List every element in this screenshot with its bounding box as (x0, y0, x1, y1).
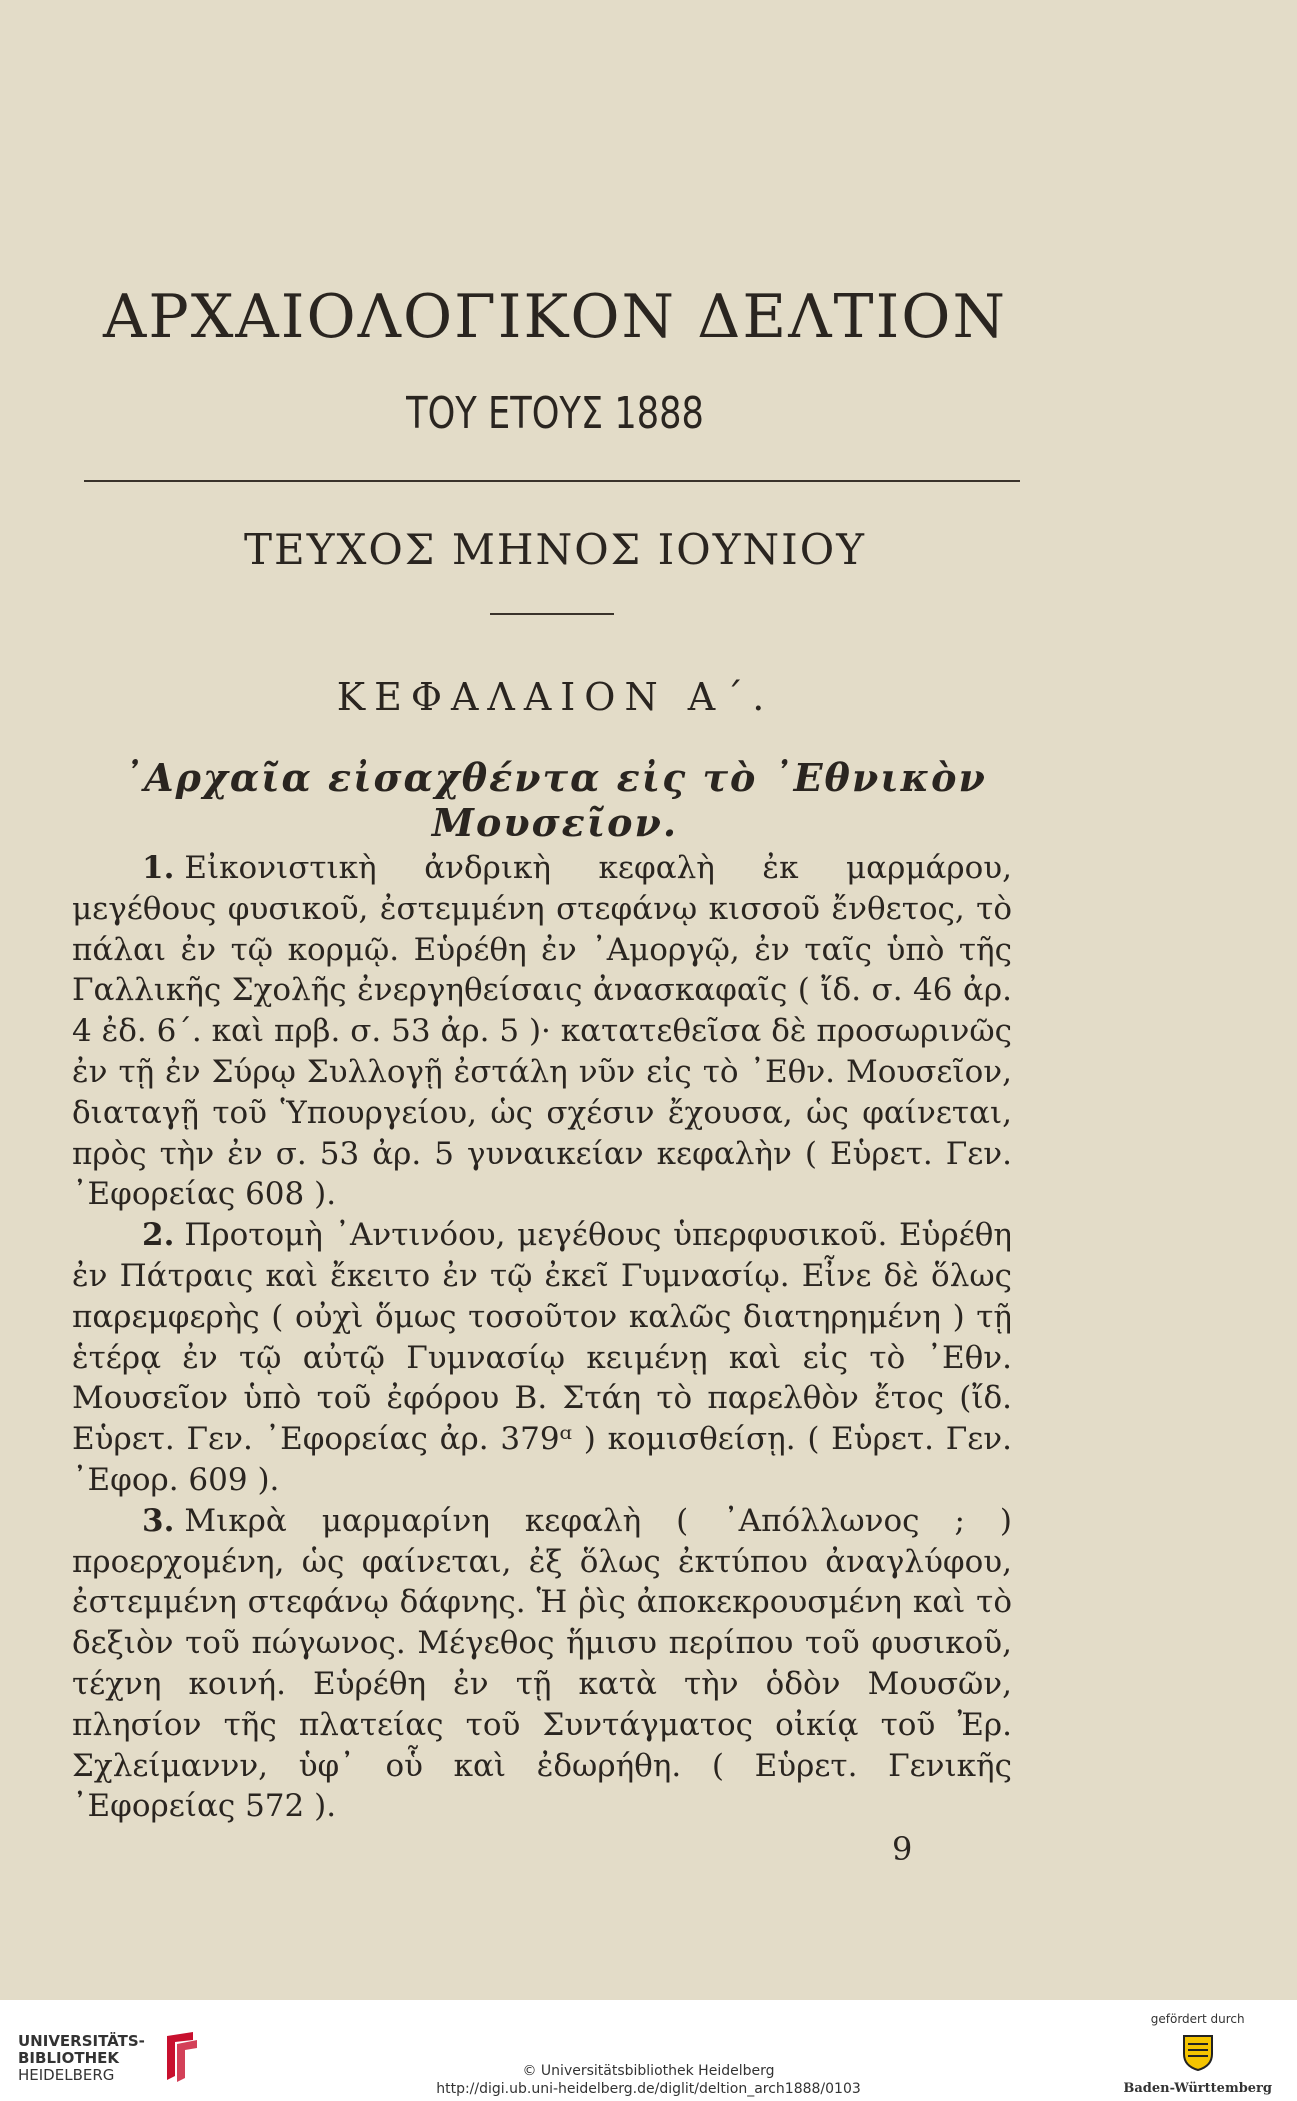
paragraph-text: Εἰκονιστικὴ ἀνδρικὴ κεφαλὴ ἐκ μαρμάρου, μεγέθους φυσικοῦ, ἐστεμμένη στεφάνῳ κισσοῦ ἔνθετος, τὸ πάλαι ἐν τῷ κορμῷ. Εὑρέθη ἐν ᾿Αμοργῷ, ἐν ταῖς ὑπὸ τῆς Γαλλικῆς Σχολῆς ἐνεργηθείσαις ἀνασκαφαῖς ( ἴδ. σ. 46 ἀρ. 4 ἐδ. 6΄. καὶ πρβ. σ. 53 ἀρ. 5 )· κατατεθεῖσα δὲ προσωρινῶς ἐν τῇ ἐν Σύρῳ Συλλογῇ ἐστάλη νῦν εἰς τὸ ᾿Εθν. Μουσεῖον, διαταγῇ τοῦ Ὑπουργείου, ὡς σχέσιν ἔχουσα, ὡς φαίνεται, πρὸς τὴν ἐν σ. 53 ἀρ. 5 γυναικείαν κεφαλὴν ( Εὑρετ. Γεν. ᾿Εφορείας 608 ). (72, 850, 1012, 1213)
source-url-link[interactable]: http://digi.ub.uni-heidelberg.de/diglit/deltion_arch1888/0103 (436, 2081, 861, 2097)
paragraph-text: Μικρὰ μαρμαρίνη κεφαλὴ ( ᾿Απόλλωνος ; ) προερχομένη, ὡς φαίνεται, ἐξ ὅλως ἐκτύπου ἀναγλύφου, ἐστεμμένη στεφάνῳ δάφνης. Ἡ ῥὶς ἀποκεκρουσμένη καὶ τὸ δεξιὸν τοῦ πώγωνος. Μέγεθος ἥμισυ περίπου τοῦ φυσικοῦ, τέχνη κοινή. Εὑρέθη ἐν τῇ κατὰ τὴν ὁδὸν Μουσῶν, πλησίον τῆς πλατείας τοῦ Συντάγματος οἰκίᾳ τοῦ Ἐρ. Σχλείμαννν, ὑφ᾿ οὗ καὶ ἐδωρήθη. ( Εὑρετ. Γενικῆς ᾿Εφορείας 572 ). (72, 1502, 1012, 1825)
sponsor-block (1123, 2012, 1272, 2096)
year-line: ΤΟΥ ΕΤΟΥΣ 1888 (406, 388, 704, 439)
paragraph-1 (72, 848, 1012, 1215)
paragraph-2 (72, 1215, 1012, 1501)
body-text (72, 848, 1012, 1827)
library-name-line2: BIBLIOTHEK (18, 2048, 119, 2067)
short-divider (490, 613, 614, 615)
footer-bar (0, 2000, 1297, 2101)
issue-line: ΤΕΥΧΟΣ ΜΗΝΟΣ ΙΟΥΝΙΟΥ (244, 525, 866, 574)
page-number: 9 (892, 1830, 913, 1868)
paragraph-3 (72, 1501, 1012, 1827)
library-name-line1: UNIVERSITÄTS- (18, 2031, 145, 2050)
library-name-line3: HEIDELBERG (18, 2065, 115, 2084)
sponsor-name: Baden-Württemberg (1123, 2081, 1272, 2096)
entry-number: 3. (142, 1502, 175, 1539)
entry-number: 1. (142, 850, 175, 886)
divider-rule (84, 480, 1020, 482)
state-crest-icon (1176, 2030, 1220, 2074)
sponsor-label: gefördert durch (1150, 2012, 1245, 2026)
journal-title: ΑΡΧΑΙΟΛΟΓΙΚΟΝ ΔΕΛΤΙΟΝ (103, 282, 1007, 352)
chapter-heading: ΚΕΦΑΛΑΙΟΝ Α΄. (336, 675, 774, 719)
section-title: ᾿Αρχαῖα εἰσαχθέντα εἰς τὸ ᾿Εθνικὸν Μουσεῖον. (123, 755, 987, 845)
entry-number: 2. (142, 1217, 175, 1254)
copyright-text: © Universitätsbibliothek Heidelberg (522, 2063, 775, 2079)
paragraph-text: Προτομὴ ᾿Αντινόου, μεγέθους ὑπερφυσικοῦ. Εὑρέθη ἐν Πάτραις καὶ ἔκειτο ἐν τῷ ἐκεῖ Γυμνασίῳ. Εἶνε δὲ ὅλως παρεμφερὴς ( οὐχὶ ὅμως τοσοῦτον καλῶς διατηρημένη ) τῇ ἑτέρᾳ ἐν τῷ αὐτῷ Γυμνασίῳ κειμένῃ καὶ εἰς τὸ ᾿Εθν. Μουσεῖον ὑπὸ τοῦ ἐφόρου Β. Στάη τὸ παρελθὸν ἔτος (ἴδ. Εὑρετ. Γεν. ᾿Εφορείας ἀρ. 379ᵅ ) κομισθείσῃ. ( Εὑρετ. Γεν. ᾿Εφορ. 609 ). (72, 1217, 1012, 1498)
